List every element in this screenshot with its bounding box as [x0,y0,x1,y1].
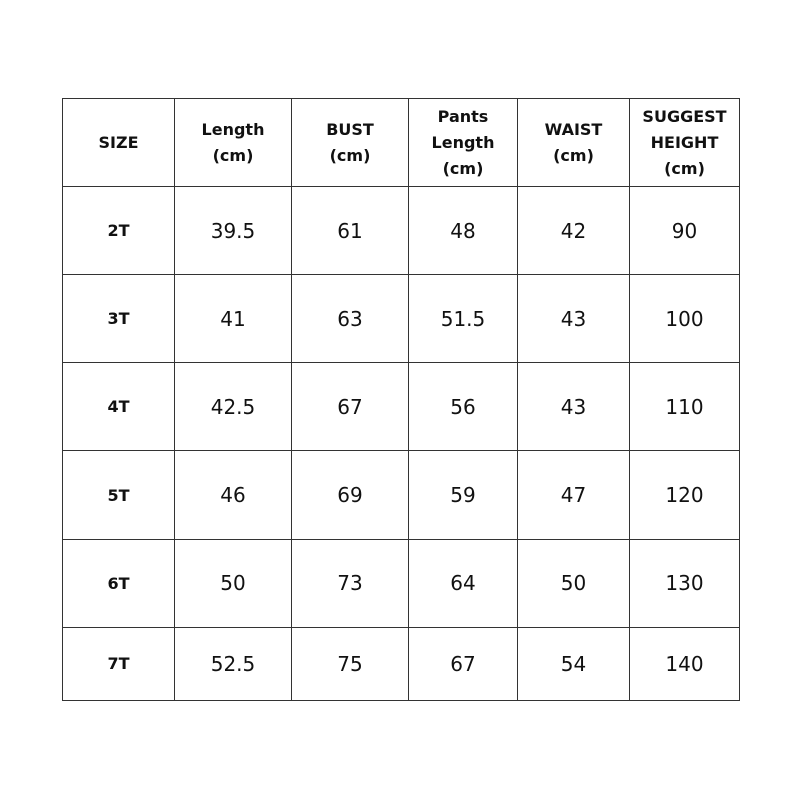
header-bust [292,99,409,187]
header-waist [518,99,630,187]
bust-cell: 69 [292,451,409,539]
waist-cell: 50 [518,539,630,627]
table-row [63,451,740,539]
length-cell: 42.5 [175,363,292,451]
size-cell: 5T [63,451,175,539]
header-waist-unit: (cm) [553,145,594,165]
table-row [63,627,740,700]
table-row [63,539,740,627]
header-size [63,99,175,187]
size-cell: 7T [63,627,175,700]
header-length [175,99,292,187]
header-bust-label: BUST [326,119,374,139]
header-suggest-height [630,99,740,187]
pants-length-cell: 48 [409,187,518,275]
table-row [63,363,740,451]
pants-length-cell: 64 [409,539,518,627]
size-cell: 3T [63,275,175,363]
suggest-height-cell: 110 [630,363,740,451]
pants-length-cell: 59 [409,451,518,539]
bust-cell: 75 [292,627,409,700]
bust-cell: 73 [292,539,409,627]
header-height-unit: (cm) [664,158,705,178]
pants-length-cell: 56 [409,363,518,451]
bust-cell: 61 [292,187,409,275]
size-cell: 4T [63,363,175,451]
length-cell: 52.5 [175,627,292,700]
pants-length-cell: 67 [409,627,518,700]
waist-cell: 43 [518,275,630,363]
suggest-height-cell: 90 [630,187,740,275]
header-pants-length [409,99,518,187]
header-row [63,99,740,187]
header-bust-unit: (cm) [329,145,371,165]
length-cell: 39.5 [175,187,292,275]
header-suggest-label: SUGGEST [642,106,727,126]
length-cell: 46 [175,451,292,539]
waist-cell: 47 [518,451,630,539]
length-cell: 41 [175,275,292,363]
size-chart-table [62,98,740,701]
header-length-unit: (cm) [212,145,254,165]
header-waist-label: WAIST [544,119,603,139]
header-pants-label: Pants [437,106,489,126]
size-cell: 6T [63,539,175,627]
suggest-height-cell: 120 [630,451,740,539]
header-pants-length-label: Length [431,132,495,152]
header-size-label: SIZE [98,132,139,152]
header-length-label: Length [201,119,265,139]
suggest-height-cell: 100 [630,275,740,363]
length-cell: 50 [175,539,292,627]
suggest-height-cell: 130 [630,539,740,627]
waist-cell: 43 [518,363,630,451]
table-row [63,187,740,275]
header-height-label: HEIGHT [650,132,719,152]
size-cell: 2T [63,187,175,275]
header-pants-length-unit: (cm) [442,158,484,178]
pants-length-cell: 51.5 [409,275,518,363]
waist-cell: 42 [518,187,630,275]
suggest-height-cell: 140 [630,627,740,700]
bust-cell: 63 [292,275,409,363]
table-row [63,275,740,363]
waist-cell: 54 [518,627,630,700]
bust-cell: 67 [292,363,409,451]
